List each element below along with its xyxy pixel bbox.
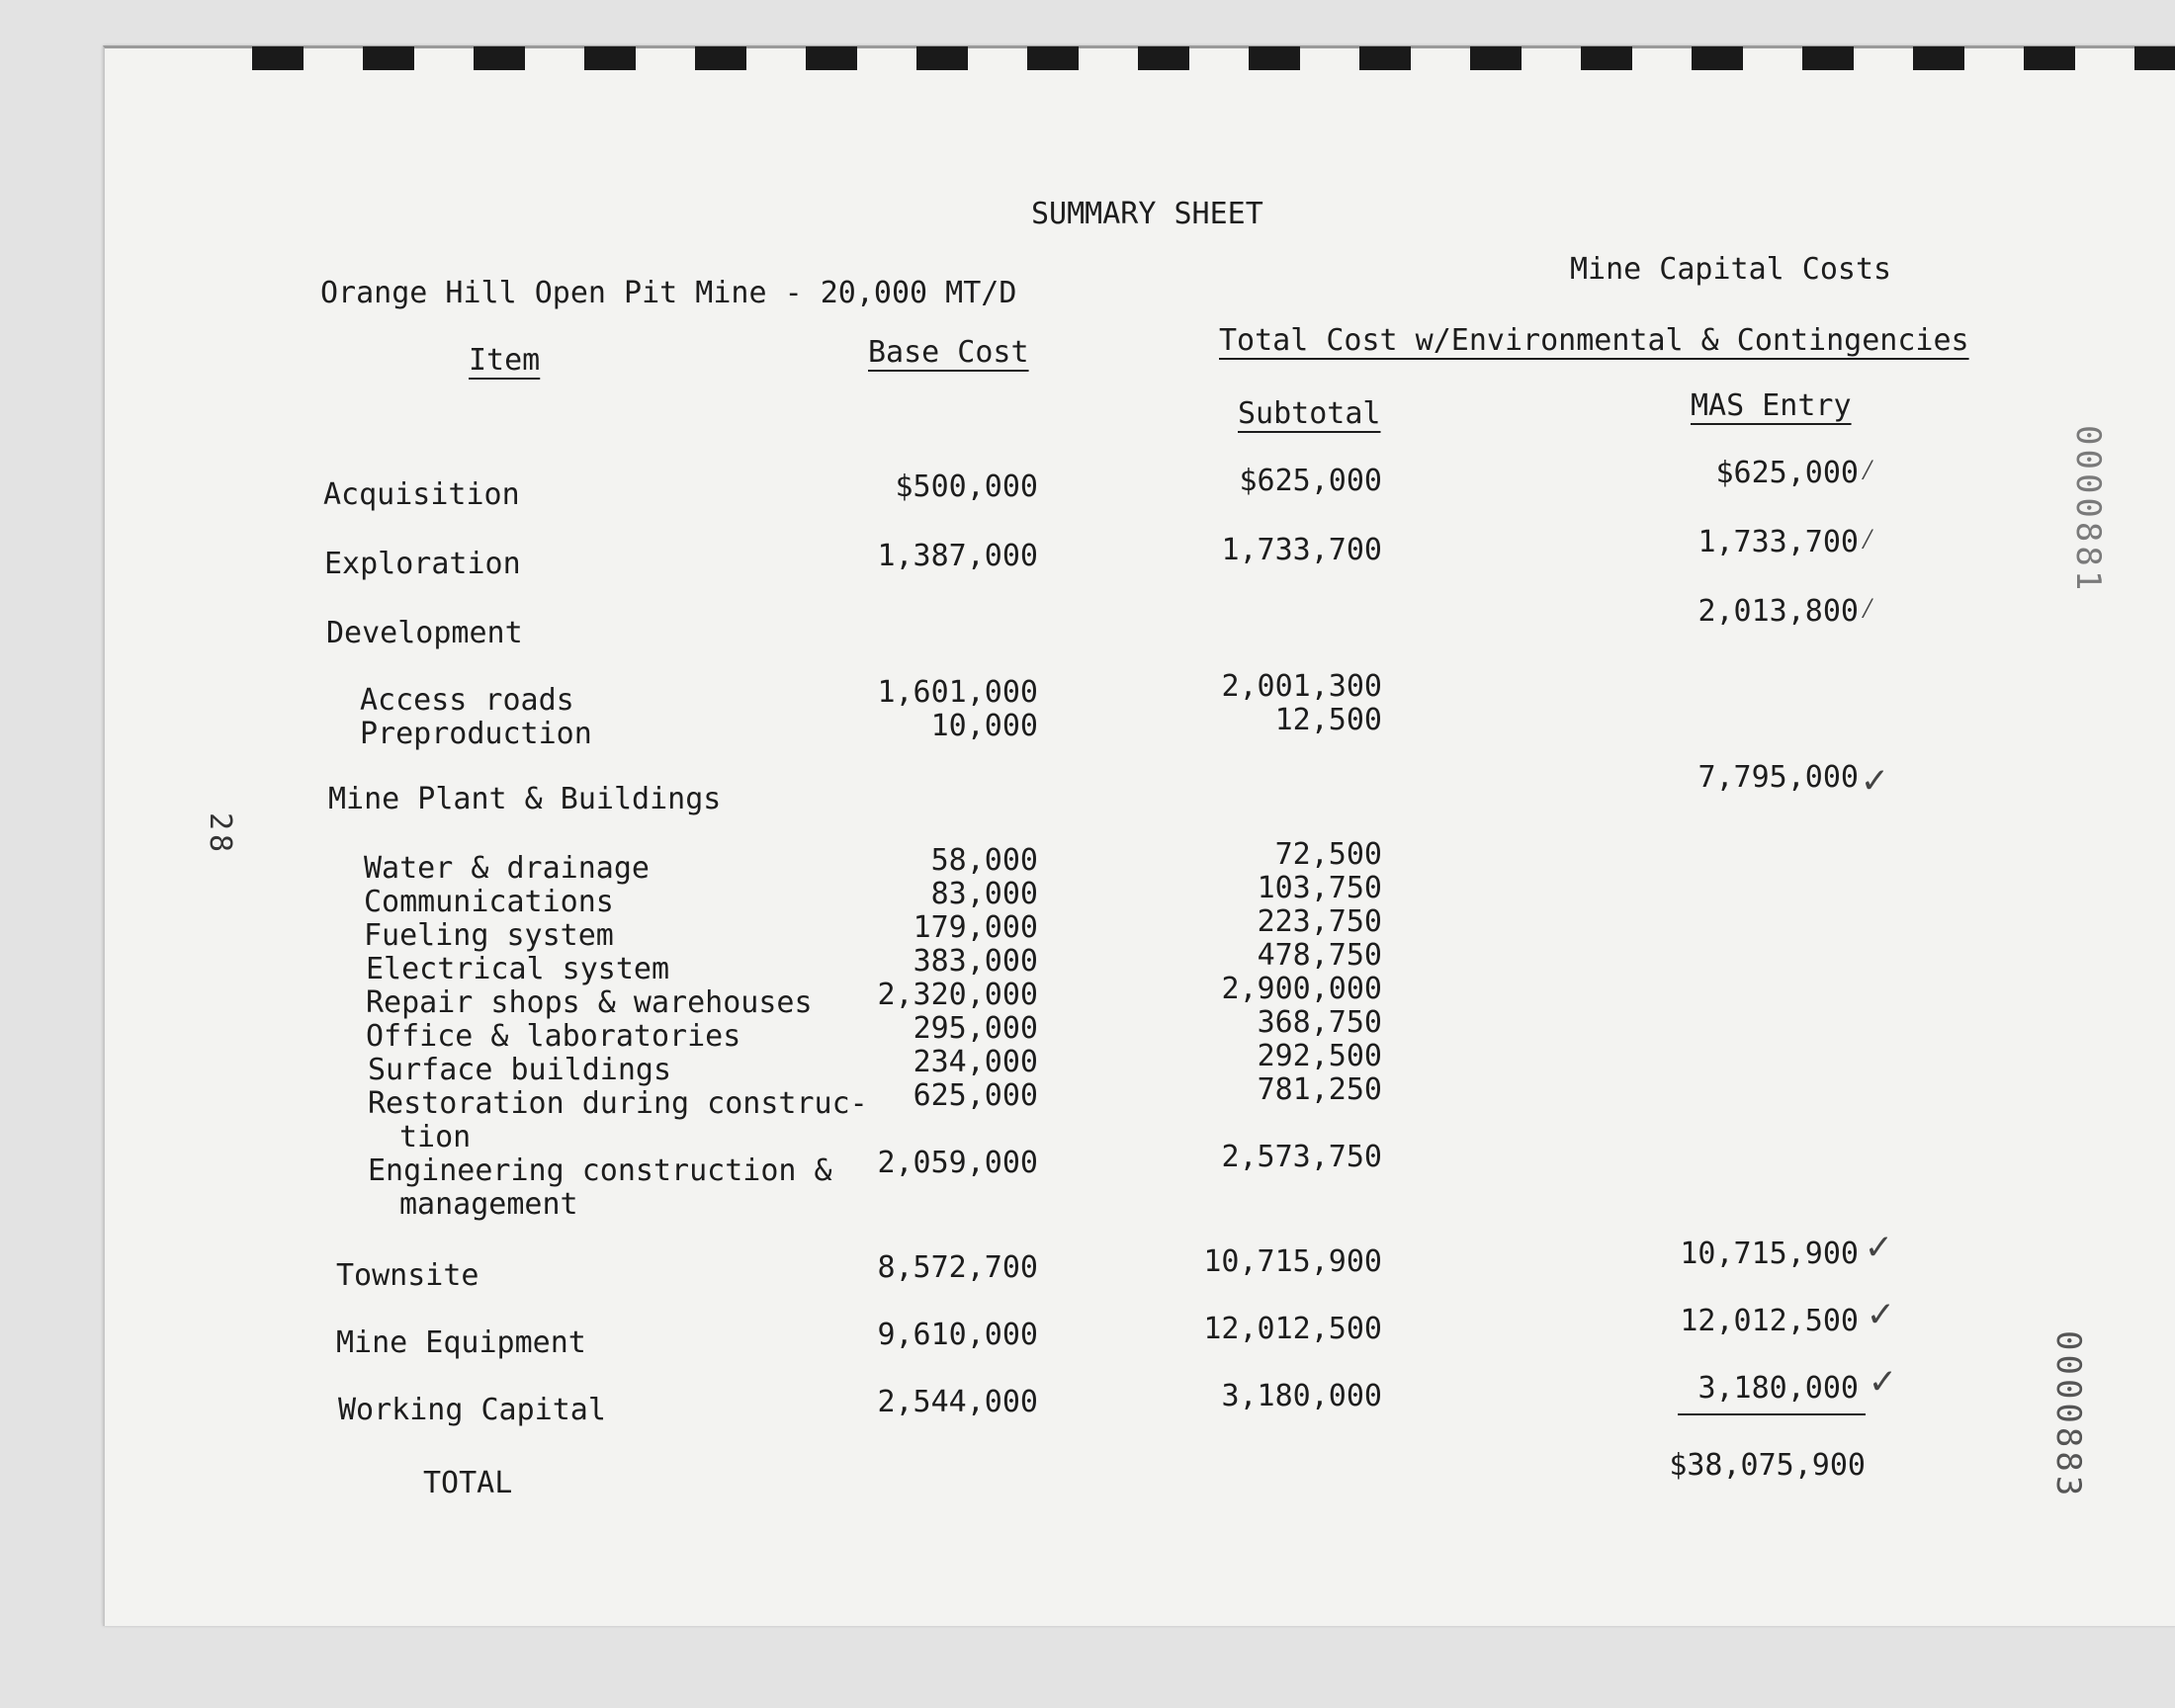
row-base-cost: 234,000 bbox=[913, 1045, 1038, 1079]
project-name: Orange Hill Open Pit Mine - 20,000 MT/D bbox=[320, 276, 1017, 310]
row-subtotal: 103,750 bbox=[1257, 871, 1382, 905]
header-subtotal: Subtotal bbox=[1238, 396, 1381, 431]
row-base-cost: 295,000 bbox=[913, 1011, 1038, 1046]
binding-hole bbox=[1802, 46, 1854, 70]
row-subtotal: 12,500 bbox=[1274, 703, 1382, 737]
row-item-label-continued: tion bbox=[399, 1120, 472, 1154]
binding-hole bbox=[1027, 46, 1079, 70]
row-mas-entry: 10,715,900 bbox=[1680, 1237, 1859, 1271]
row-base-cost: 2,544,000 bbox=[877, 1385, 1038, 1419]
row-mas-entry: 2,013,800 bbox=[1697, 594, 1859, 629]
total-label: TOTAL bbox=[423, 1466, 513, 1500]
row-subtotal: 292,500 bbox=[1257, 1039, 1382, 1073]
row-item-label: Water & drainage bbox=[364, 851, 650, 886]
row-base-cost: 625,000 bbox=[913, 1078, 1038, 1113]
row-subtotal: 368,750 bbox=[1257, 1005, 1382, 1040]
row-item-label: Development bbox=[326, 616, 523, 650]
cost-category: Mine Capital Costs bbox=[1570, 252, 1892, 287]
row-item-label: Mine Equipment bbox=[336, 1325, 586, 1360]
row-mas-entry: 12,012,500 bbox=[1680, 1304, 1859, 1338]
row-mas-entry: 1,733,700 bbox=[1697, 525, 1859, 559]
row-base-cost: 9,610,000 bbox=[877, 1318, 1038, 1352]
row-mas-entry: 7,795,000 bbox=[1697, 760, 1859, 795]
check-mark-icon: ⁄ bbox=[1859, 453, 1877, 487]
row-item-label: Repair shops & warehouses bbox=[366, 985, 813, 1020]
binding-hole bbox=[363, 46, 414, 70]
row-base-cost: 383,000 bbox=[913, 944, 1038, 979]
header-mas-entry: MAS Entry bbox=[1691, 388, 1852, 423]
row-subtotal: 12,012,500 bbox=[1203, 1312, 1382, 1346]
row-subtotal: 72,500 bbox=[1274, 837, 1382, 872]
row-item-label: Exploration bbox=[324, 547, 521, 581]
binding-hole bbox=[1913, 46, 1964, 70]
row-base-cost: 2,320,000 bbox=[877, 978, 1038, 1012]
row-subtotal: 478,750 bbox=[1257, 938, 1382, 973]
row-item-label-continued: management bbox=[399, 1187, 578, 1222]
row-item-label: Townsite bbox=[336, 1258, 479, 1293]
row-item-label: Office & laboratories bbox=[366, 1019, 741, 1054]
row-subtotal: 781,250 bbox=[1257, 1072, 1382, 1107]
row-item-label: Mine Plant & Buildings bbox=[328, 782, 722, 816]
binding-hole bbox=[252, 46, 304, 70]
binding-hole bbox=[1359, 46, 1411, 70]
row-mas-entry: 3,180,000 bbox=[1697, 1371, 1859, 1406]
row-base-cost: 179,000 bbox=[913, 910, 1038, 945]
page-title: SUMMARY SHEET bbox=[1031, 197, 1263, 231]
binding-hole bbox=[584, 46, 636, 70]
row-subtotal: 10,715,900 bbox=[1203, 1244, 1382, 1279]
check-mark-icon: ⁄ bbox=[1859, 591, 1877, 626]
binding-hole bbox=[1249, 46, 1300, 70]
row-item-label: Fueling system bbox=[364, 918, 614, 953]
row-base-cost: 8,572,700 bbox=[877, 1250, 1038, 1285]
check-mark-icon: ⁄ bbox=[1859, 522, 1877, 556]
row-mas-entry: $625,000 bbox=[1715, 456, 1859, 490]
binding-hole bbox=[1470, 46, 1522, 70]
header-total-cost: Total Cost w/Environmental & Contingencies bbox=[1219, 323, 1969, 358]
binding-hole bbox=[1138, 46, 1189, 70]
row-item-label: Surface buildings bbox=[368, 1053, 672, 1087]
page-number: 28 bbox=[203, 812, 237, 857]
row-item-label: Preproduction bbox=[360, 717, 592, 751]
row-base-cost: 1,387,000 bbox=[877, 539, 1038, 573]
row-item-label: Working Capital bbox=[338, 1393, 606, 1427]
check-mark-icon: ✓ bbox=[1869, 1291, 1893, 1336]
row-base-cost: 58,000 bbox=[930, 843, 1038, 878]
row-subtotal: 2,900,000 bbox=[1221, 972, 1382, 1006]
row-subtotal: 223,750 bbox=[1257, 904, 1382, 939]
binding-hole bbox=[2024, 46, 2075, 70]
binding-hole bbox=[1581, 46, 1632, 70]
header-base-cost: Base Cost bbox=[868, 335, 1029, 370]
binding-hole bbox=[1692, 46, 1743, 70]
binding-holes bbox=[252, 46, 2175, 70]
row-item-label: Acquisition bbox=[323, 477, 520, 512]
total-value: $38,075,900 bbox=[1669, 1448, 1866, 1483]
binding-hole bbox=[916, 46, 968, 70]
row-item-label: Communications bbox=[364, 885, 614, 919]
row-subtotal: $625,000 bbox=[1239, 464, 1382, 498]
row-subtotal: 2,001,300 bbox=[1221, 669, 1382, 704]
row-subtotal: 3,180,000 bbox=[1221, 1379, 1382, 1413]
binding-hole bbox=[2134, 46, 2175, 70]
header-item: Item bbox=[469, 343, 541, 378]
row-base-cost: 83,000 bbox=[930, 877, 1038, 911]
binding-hole bbox=[474, 46, 525, 70]
row-subtotal: 2,573,750 bbox=[1221, 1140, 1382, 1174]
row-base-cost: $500,000 bbox=[895, 470, 1038, 504]
row-base-cost: 2,059,000 bbox=[877, 1146, 1038, 1180]
row-item-label: Engineering construction & bbox=[368, 1153, 832, 1188]
side-stamp-lower: 0000883 bbox=[2048, 1330, 2088, 1500]
check-mark-icon: ✓ bbox=[1863, 757, 1887, 803]
row-base-cost: 10,000 bbox=[930, 709, 1038, 743]
check-mark-icon: ✓ bbox=[1870, 1358, 1895, 1404]
row-item-label: Electrical system bbox=[366, 952, 670, 986]
row-item-label: Access roads bbox=[360, 683, 574, 718]
binding-hole bbox=[806, 46, 857, 70]
row-base-cost: 1,601,000 bbox=[877, 675, 1038, 710]
row-subtotal: 1,733,700 bbox=[1221, 533, 1382, 567]
check-mark-icon: ✓ bbox=[1867, 1224, 1891, 1269]
side-stamp-upper: 0000881 bbox=[2068, 425, 2108, 595]
total-rule bbox=[1678, 1413, 1866, 1415]
binding-hole bbox=[695, 46, 746, 70]
row-item-label: Restoration during construc- bbox=[368, 1086, 868, 1121]
